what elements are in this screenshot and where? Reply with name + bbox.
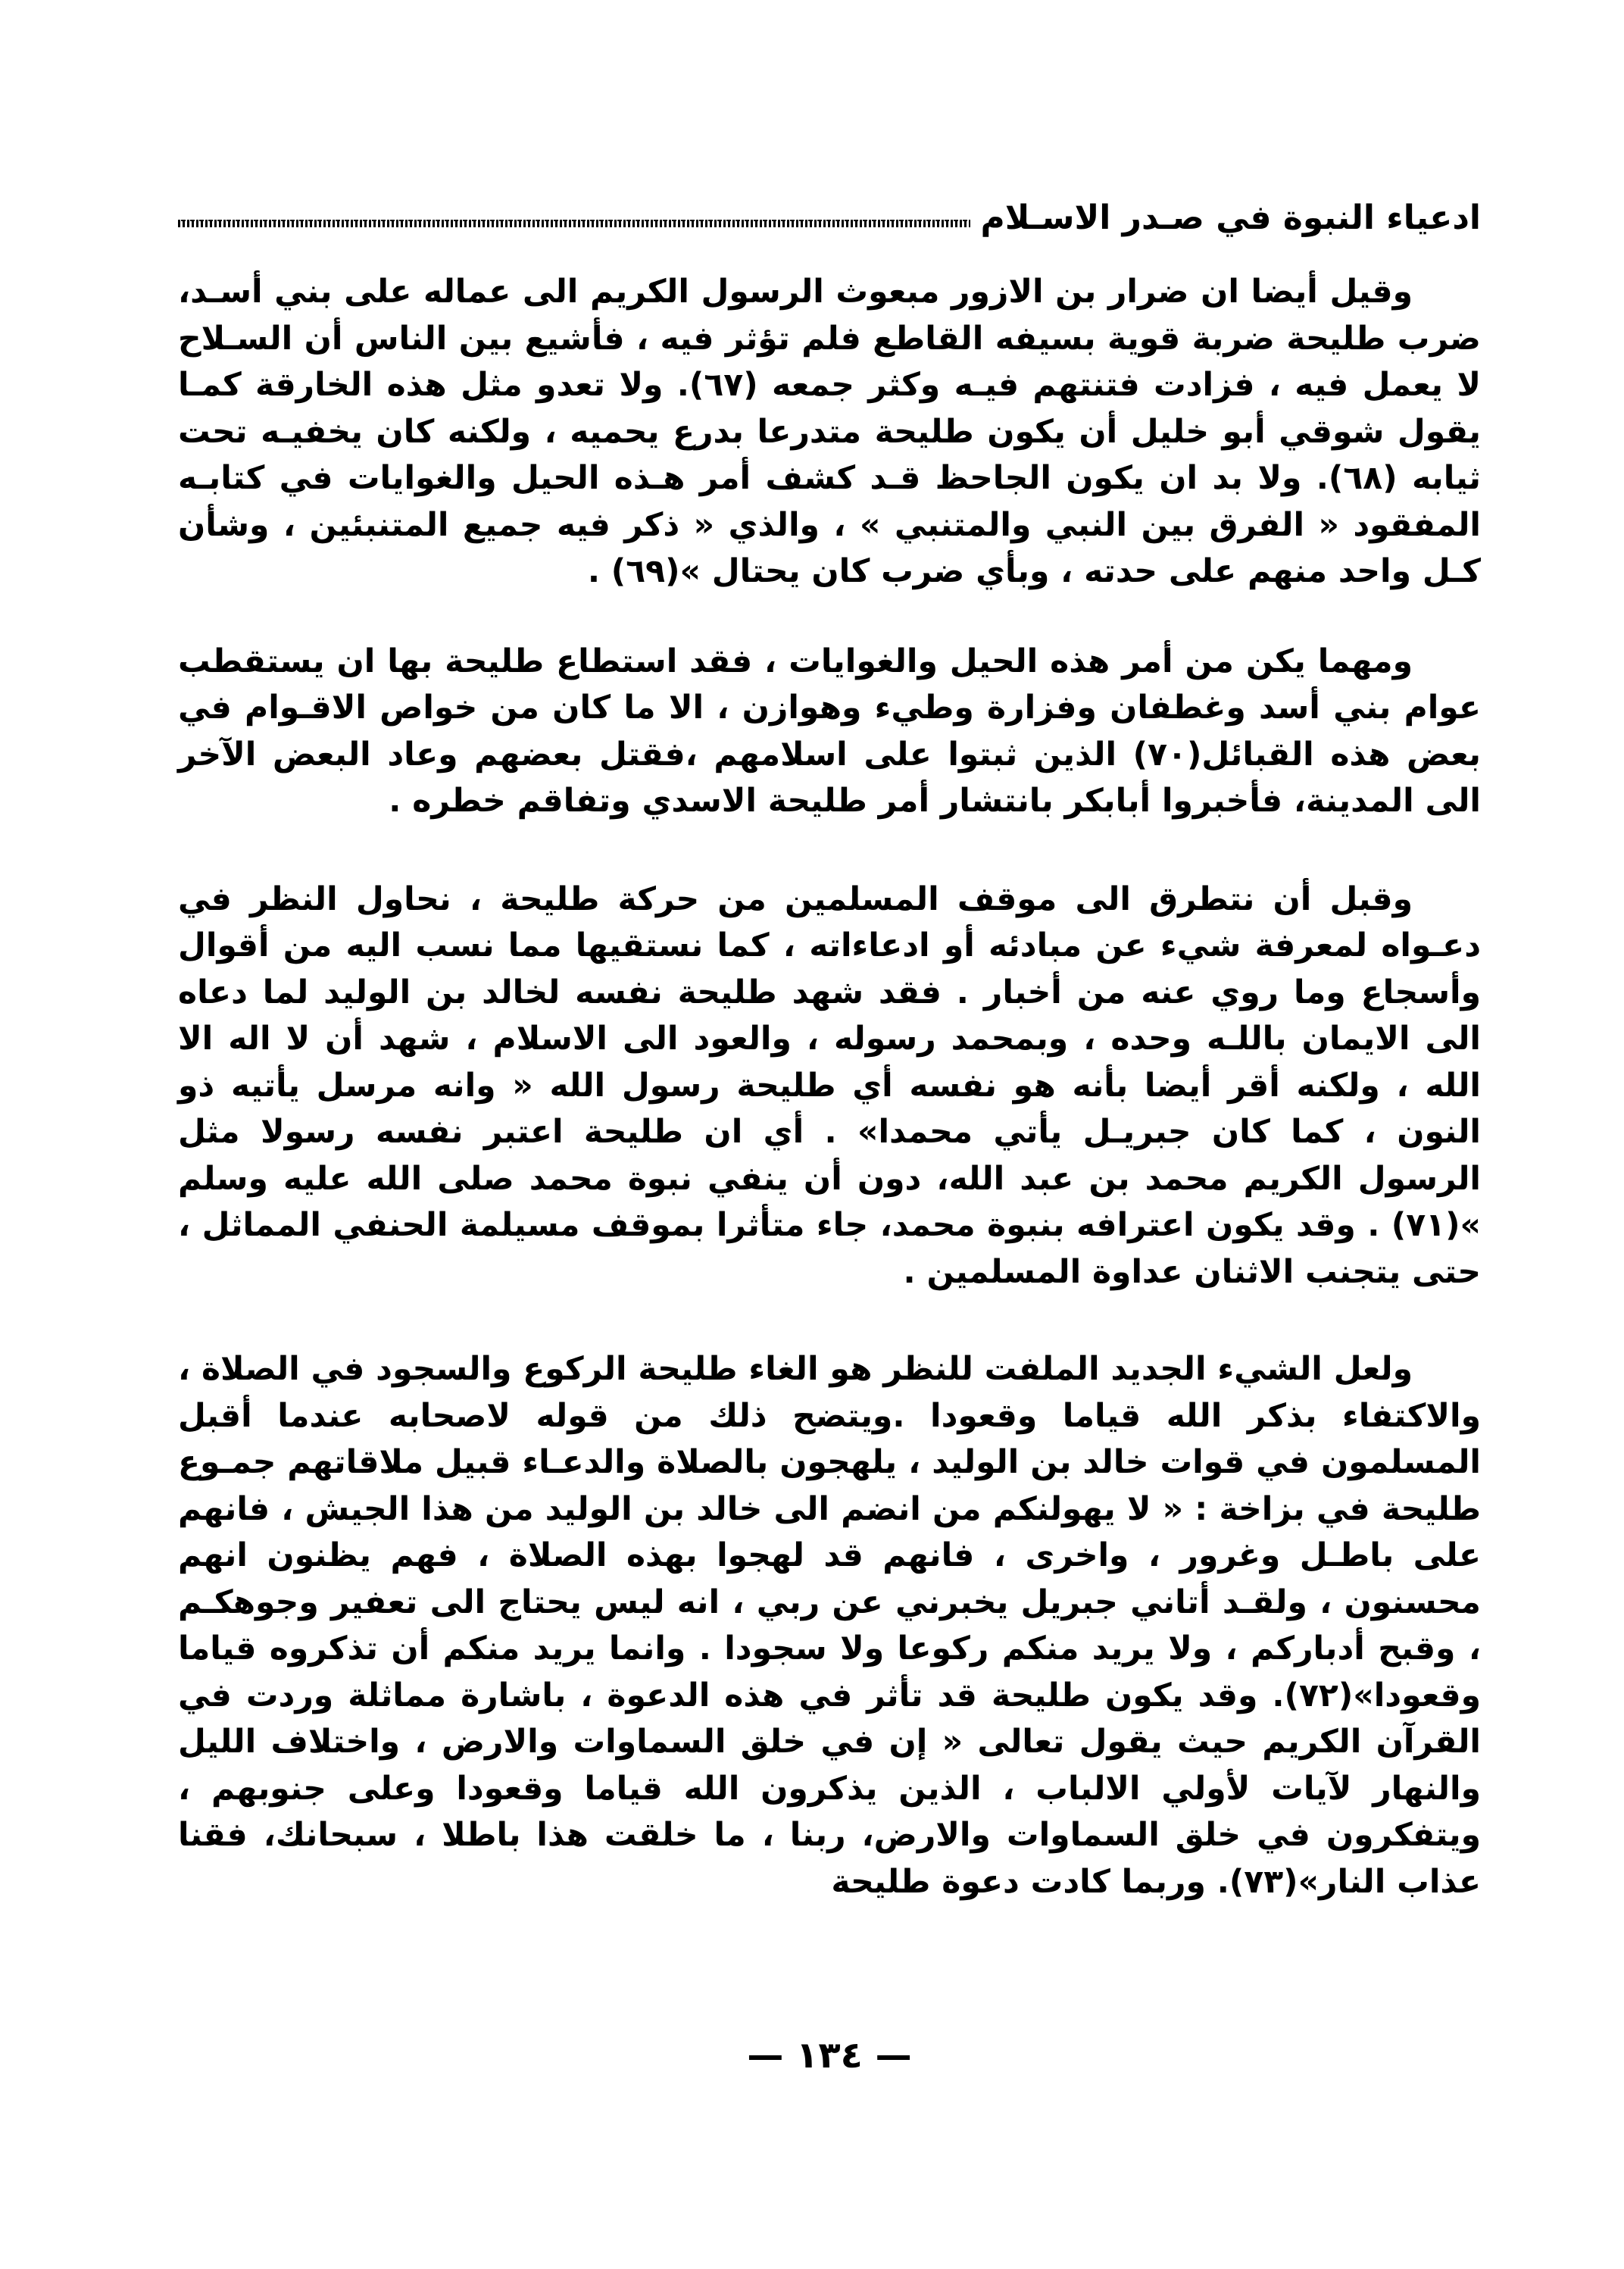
paragraph-1: وقيل أيضا ان ضرار بن الازور مبعوث الرسول الكريم الى عماله على بني أسـد، ضرب طليحة ضربة قوية بسيفه القاطع فلم تؤثر فيه ، فأشيع بين الناس أن السـلاح لا يعمل فيه ، فزادت فتنتهم فيـه وكثر جمعه (٦٧). ولا تعدو مثل هذه الخارقة كمـا يقول شوقي أبو خليل أن يكون طليحة متدرعا بدرع يحميه ، ولكنه كان يخفيـه تحت ثيابه (٦٨). ولا بد ان يكون الجاحظ قـد كشف أمر هـذه الحيل والغوايات في كتابـه المفقود « الفرق بين النبي والمتنبي » ، والذي « ذكر فيه جميع المتنبئين ، وشأن كـل واحد منهم على حدته ، وبأي ضرب كان يحتال »(٦٩) . [178,273,1482,590]
header-dotted-rule [178,220,970,227]
body-text [178,269,1481,1905]
running-header [178,195,1481,241]
document-page [178,0,1481,2269]
paragraph-2: ومهما يكن من أمر هذه الحيل والغوايات ، فقد استطاع طليحة بها ان يستقطب عوام بني أسد وغطفان وفزارة وطيء وهوازن ، الا ما كان من خواص الاقـوام في بعض هذه القبائل(٧٠) الذين ثبتوا على اسلامهم ،فقتل بعضهم وعاد البعض الآخر الى المدينة، فأخبروا أبابكر بانتشار أمر طليحة الاسدي وتفاقم خطره . [178,642,1481,820]
running-header-title: ادعياء النبوة في صـدر الاسـلام [980,198,1481,237]
paragraph-3: وقبل أن نتطرق الى موقف المسلمين من حركة طليحة ، نحاول النظر في دعـواه لمعرفة شيء عن مبادئه أو ادعاءاته ، كما نستقيها مما نسب اليه من أقوال وأسجاع وما روي عنه من أخبار . فقد شهد طليحة نفسه لخالد بن الوليد لما دعاه الى الايمان باللـه وحده ، وبمحمد رسوله ، والعود الى الاسلام ، شهد أن لا اله الا الله ، ولكنه أقر أيضا بأنه هو نفسه أي طليحة رسول الله « وانه مرسل يأتيه ذو النون ، كما كان جبريـل يأتي محمدا» . أي ان طليحة اعتبر نفسه رسولا مثل الرسول الكريم محمد بن عبد الله، دون أن ينفي نبوة محمد صلى الله عليه وسلم »(٧١) . وقد يكون اعترافه بنبوة محمد، جاء متأثرا بموقف مسيلمة الحنفي المماثل ، حتى يتجنب الاثنان عداوة المسلمين . [178,880,1481,1291]
paragraph-4: ولعل الشيء الجديد الملفت للنظر هو الغاء طليحة الركوع والسجود في الصلاة ، والاكتفاء بذكر الله قياما وقعودا .ويتضح ذلك من قوله لاصحابه عندما أقبل المسلمون في قوات خالد بن الوليد ، يلهجون بالصلاة والدعـاء قبيل ملاقاتهم جمـوع طليحة في بزاخة : « لا يهولنكم من انضم الى خالد بن الوليد من هذا الجيش ، فانهم على باطـل وغرور ، واخرى ، فانهم قد لهجوا بهذه الصلاة ، فهم يظنون انهم محسنون ، ولقـد أتاني جبريل يخبرني عن ربي ، انه ليس يحتاج الى تعفير وجوهكـم ، وقبح أدباركم ، ولا يريد منكم ركوعا ولا سجودا . وانما يريد منكم أن تذكروه قياما وقعودا»(٧٢). وقد يكون طليحة قد تأثر في هذه الدعوة ، باشارة مماثلة وردت في القرآن الكريم حيث يقول تعالى « إن في خلق السماوات والارض ، واختلاف الليل والنهار لآيات لأولي الالباب ، الذين يذكرون الله قياما وقعودا وعلى جنوبهم ، ويتفكرون في خلق السماوات والارض، ربنا ، ما خلقت هذا باطلا ، سبحانك، فقنا عذاب النار»(٧٣). وربما كادت دعوة طليحة [178,1351,1481,1901]
page-number: — ١٣٤ — [747,2034,912,2077]
